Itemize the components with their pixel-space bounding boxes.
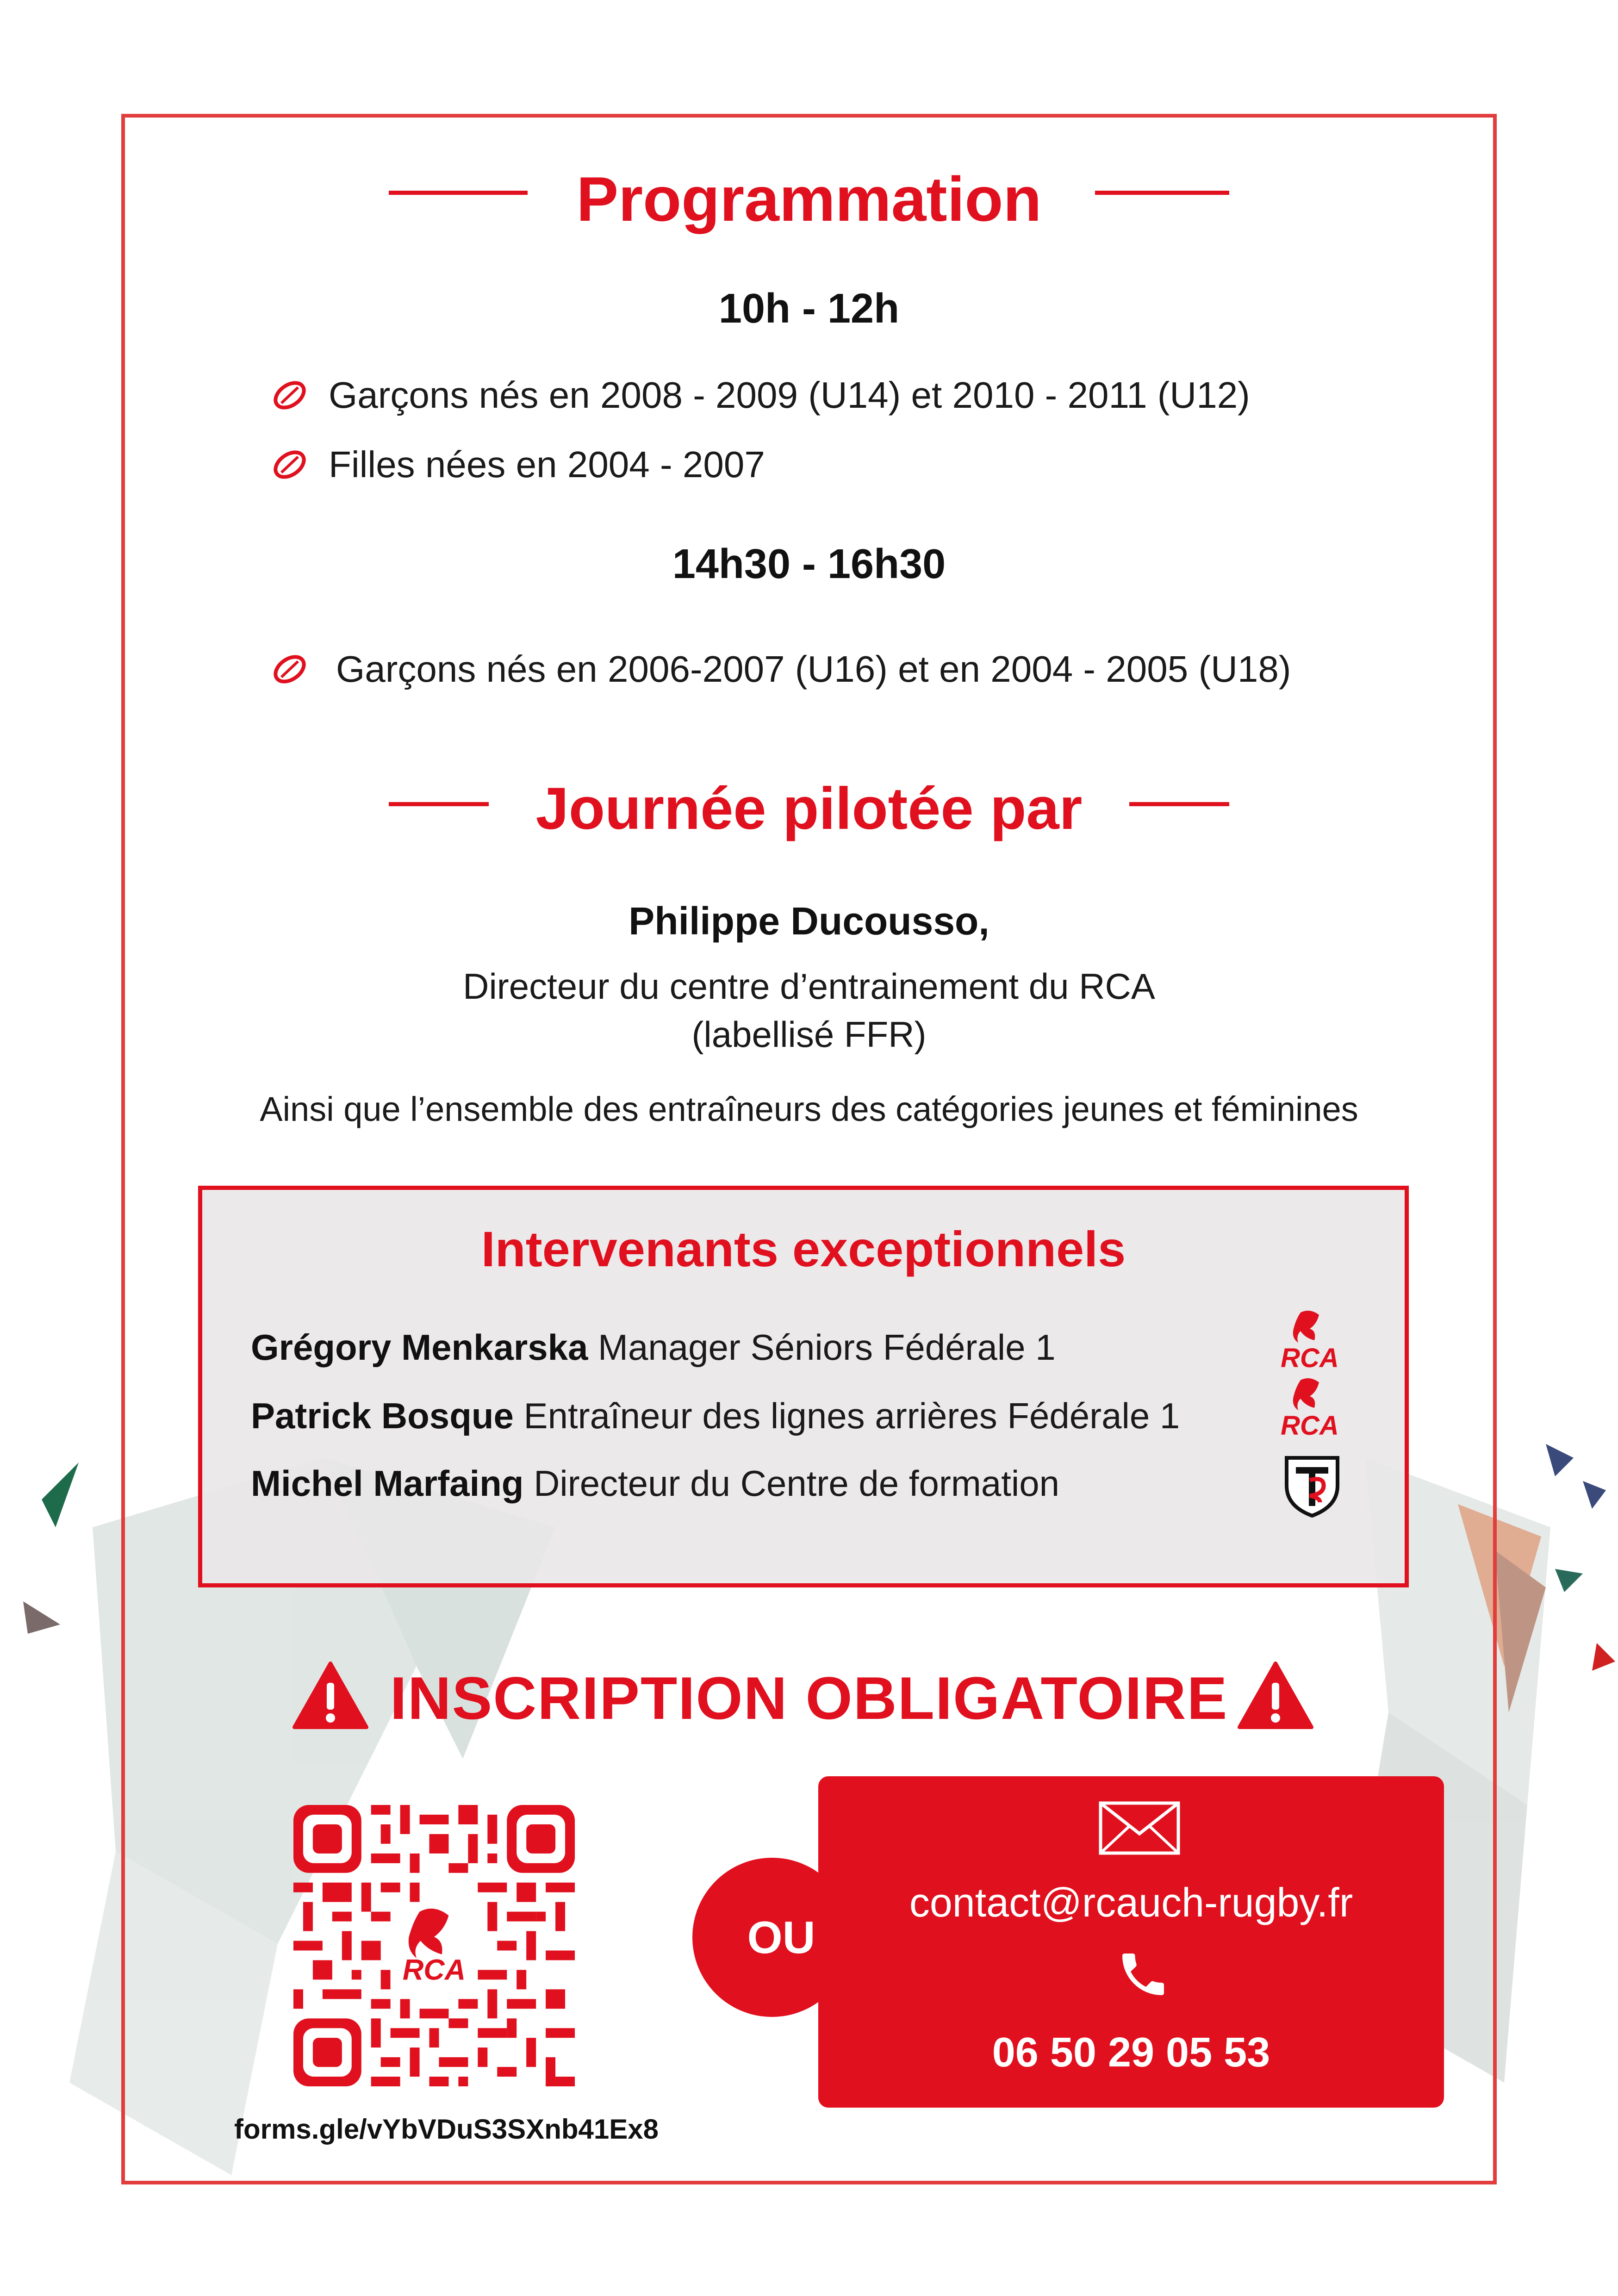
svg-text:RCA: RCA — [1281, 1411, 1339, 1441]
speaker-role: Directeur du Centre de formation — [534, 1463, 1059, 1504]
warning-icon — [1237, 1661, 1314, 1730]
speaker-name: Michel Marfaing — [251, 1463, 524, 1504]
speakers-title: Intervenants exceptionnels — [481, 1221, 1126, 1277]
rugby-ball-icon — [271, 654, 308, 684]
heading-rule-right — [1095, 191, 1229, 195]
programme-title: Programmation — [576, 164, 1042, 234]
list-item — [271, 443, 765, 486]
rugby-ball-icon — [271, 449, 308, 480]
speaker-row — [251, 1462, 1059, 1505]
pilot-role: Directeur du centre d’entrainement du RCA — [463, 966, 1155, 1007]
stade-toulousain-logo-icon — [1282, 1453, 1342, 1518]
registration-title: INSCRIPTION OBLIGATOIRE — [390, 1664, 1228, 1732]
speaker-role: Manager Séniors Fédérale 1 — [598, 1327, 1056, 1368]
list-item-text: Garçons nés en 2006-2007 (U16) et en 2004 - 2005 (U18) — [336, 648, 1291, 690]
form-url-link[interactable]: forms.gle/vYbVDuS3SXnb41Ex8 — [234, 2114, 659, 2145]
svg-text:RCA: RCA — [1281, 1343, 1339, 1373]
morning-time: 10h - 12h — [718, 286, 900, 332]
speaker-name: Grégory Menkarska — [251, 1327, 588, 1368]
pilot-name: Philippe Ducousso, — [629, 899, 989, 943]
contact-email-link[interactable]: contact@rcauch-rugby.fr — [909, 1879, 1353, 1925]
rugby-ball-icon — [271, 380, 308, 411]
speaker-row — [251, 1395, 1180, 1437]
mail-icon — [1099, 1801, 1180, 1855]
rca-logo-icon — [1268, 1308, 1351, 1377]
list-item-text: Garçons nés en 2008 - 2009 (U14) et 2010 - 2011 (U12) — [329, 374, 1250, 416]
phone-icon — [1115, 1947, 1171, 2002]
afternoon-time: 14h30 - 16h30 — [672, 541, 946, 587]
list-item — [271, 648, 1291, 691]
speaker-role: Entraîneur des lignes arrières Fédérale 1 — [523, 1395, 1180, 1436]
qr-logo-text: RCA — [402, 1954, 466, 1986]
list-item — [271, 374, 1250, 417]
pilot-label: (labellisé FFR) — [691, 1014, 927, 1055]
contact-phone-link[interactable]: 06 50 29 05 53 — [992, 2029, 1270, 2076]
speaker-row — [251, 1326, 1056, 1369]
pilot-note: Ainsi que l’ensemble des entraîneurs des catégories jeunes et féminines — [260, 1090, 1358, 1128]
speaker-name: Patrick Bosque — [251, 1395, 514, 1436]
list-item-text: Filles nées en 2004 - 2007 — [329, 444, 765, 485]
pilot-title: Journée pilotée par — [535, 776, 1083, 842]
qr-code[interactable] — [293, 1805, 575, 2086]
rca-logo-icon — [1268, 1375, 1351, 1445]
heading-rule-right — [1129, 802, 1229, 806]
or-badge: OU — [692, 1858, 852, 2017]
